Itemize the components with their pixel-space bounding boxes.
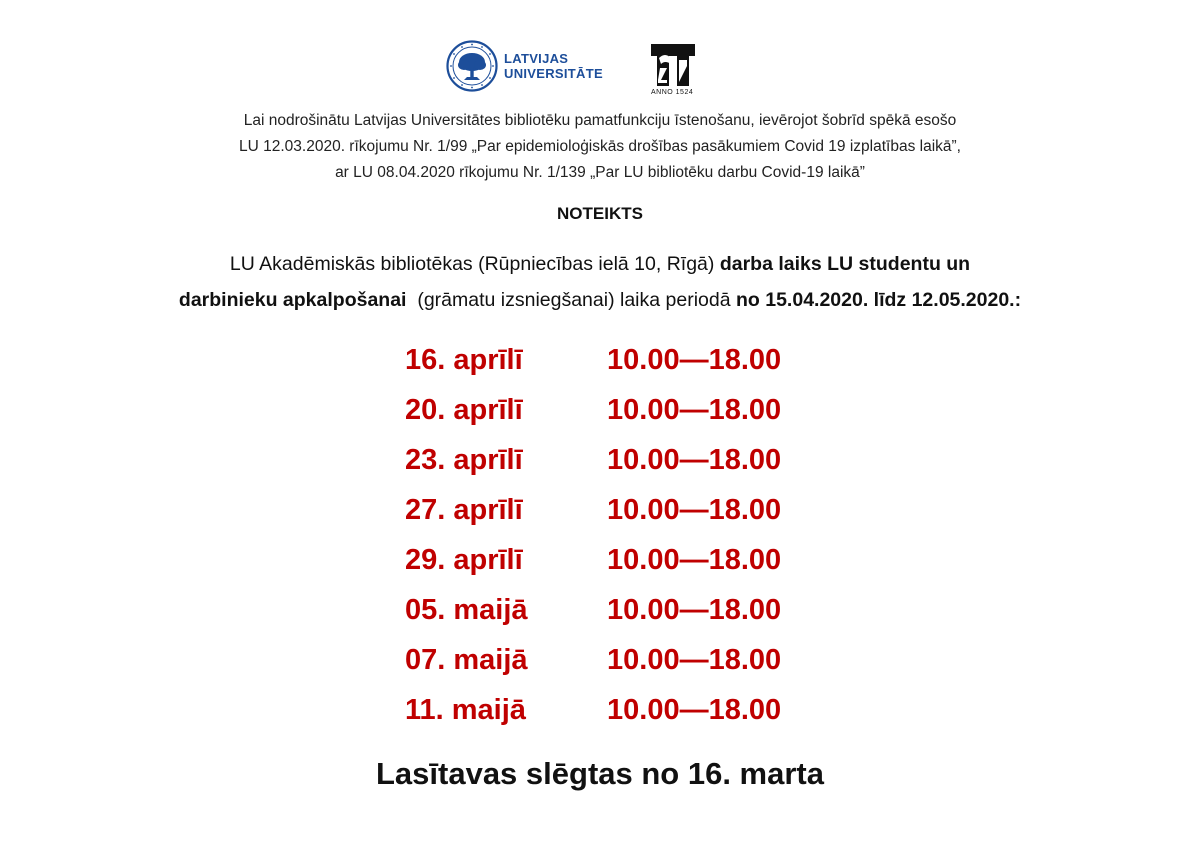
- intro-line-3: ar LU 08.04.2020 rīkojumu Nr. 1/139 „Par LU bibliotēku darbu Covid-19 laikā”: [335, 164, 865, 181]
- schedule-list: [0, 340, 1200, 740]
- schedule-time: 10.00—18.00: [607, 544, 782, 576]
- university-seal-icon: [446, 40, 498, 92]
- schedule-row: [0, 590, 1200, 640]
- schedule-row: [0, 390, 1200, 440]
- schedule-row: [0, 540, 1200, 590]
- schedule-row: [0, 340, 1200, 390]
- intro-line-2: LU 12.03.2020. rīkojumu Nr. 1/99 „Par epidemioloģiskās drošības pasākumiem Covid 19 izplatības laikā”,: [239, 138, 961, 155]
- anno-1524-logo: [647, 42, 699, 100]
- schedule-date: 27. aprīlī: [405, 494, 523, 526]
- anno-caption: ANNO 1524: [651, 89, 694, 96]
- schedule-time: 10.00—18.00: [607, 394, 782, 426]
- university-name-line2: UNIVERSITĀTE: [504, 66, 603, 81]
- statement-part-2: darba laiks LU studentu un: [719, 253, 971, 275]
- schedule-row: [0, 690, 1200, 740]
- schedule-row: [0, 640, 1200, 690]
- statement-part-3: darbinieku apkalpošanai: [178, 289, 407, 311]
- schedule-date: 23. aprīlī: [405, 444, 523, 476]
- university-wordmark: [504, 51, 603, 81]
- schedule-time: 10.00—18.00: [607, 594, 782, 626]
- anno-monogram-icon: [647, 42, 699, 88]
- intro-paragraph: [0, 108, 1200, 186]
- statement-paragraph: [0, 246, 1200, 318]
- university-logo: [446, 40, 603, 92]
- intro-line-1: Lai nodrošinātu Latvijas Universitātes bibliotēku pamatfunkciju īstenošanu, ievērojot šobrīd spēkā esošo: [243, 112, 957, 129]
- schedule-time: 10.00—18.00: [607, 494, 782, 526]
- schedule-row: [0, 440, 1200, 490]
- statement-part-4: (grāmatu izsniegšanai) laika periodā: [406, 289, 736, 311]
- schedule-date: 20. aprīlī: [405, 394, 523, 426]
- schedule-date: 11. maijā: [405, 694, 526, 726]
- closing-notice: Lasītavas slēgtas no 16. marta: [375, 756, 824, 791]
- heading-noteikts: NOTEIKTS: [557, 204, 643, 223]
- schedule-date: 07. maijā: [405, 644, 528, 676]
- schedule-date: 16. aprīlī: [405, 344, 523, 376]
- university-name-line1: LATVIJAS: [504, 51, 569, 66]
- statement-line-1: [0, 246, 1200, 282]
- statement-line-2: [0, 282, 1200, 318]
- schedule-time: 10.00—18.00: [607, 694, 782, 726]
- schedule-time: 10.00—18.00: [607, 344, 782, 376]
- statement-part-1: LU Akadēmiskās bibliotēkas (Rūpniecības ielā 10, Rīgā): [229, 253, 720, 275]
- schedule-time: 10.00—18.00: [607, 644, 782, 676]
- statement-part-5: no 15.04.2020. līdz 12.05.2020.:: [736, 289, 1022, 311]
- schedule-row: [0, 490, 1200, 540]
- schedule-date: 29. aprīlī: [405, 544, 523, 576]
- logo-bar: [0, 40, 1200, 102]
- schedule-date: 05. maijā: [405, 594, 528, 626]
- schedule-time: 10.00—18.00: [607, 444, 782, 476]
